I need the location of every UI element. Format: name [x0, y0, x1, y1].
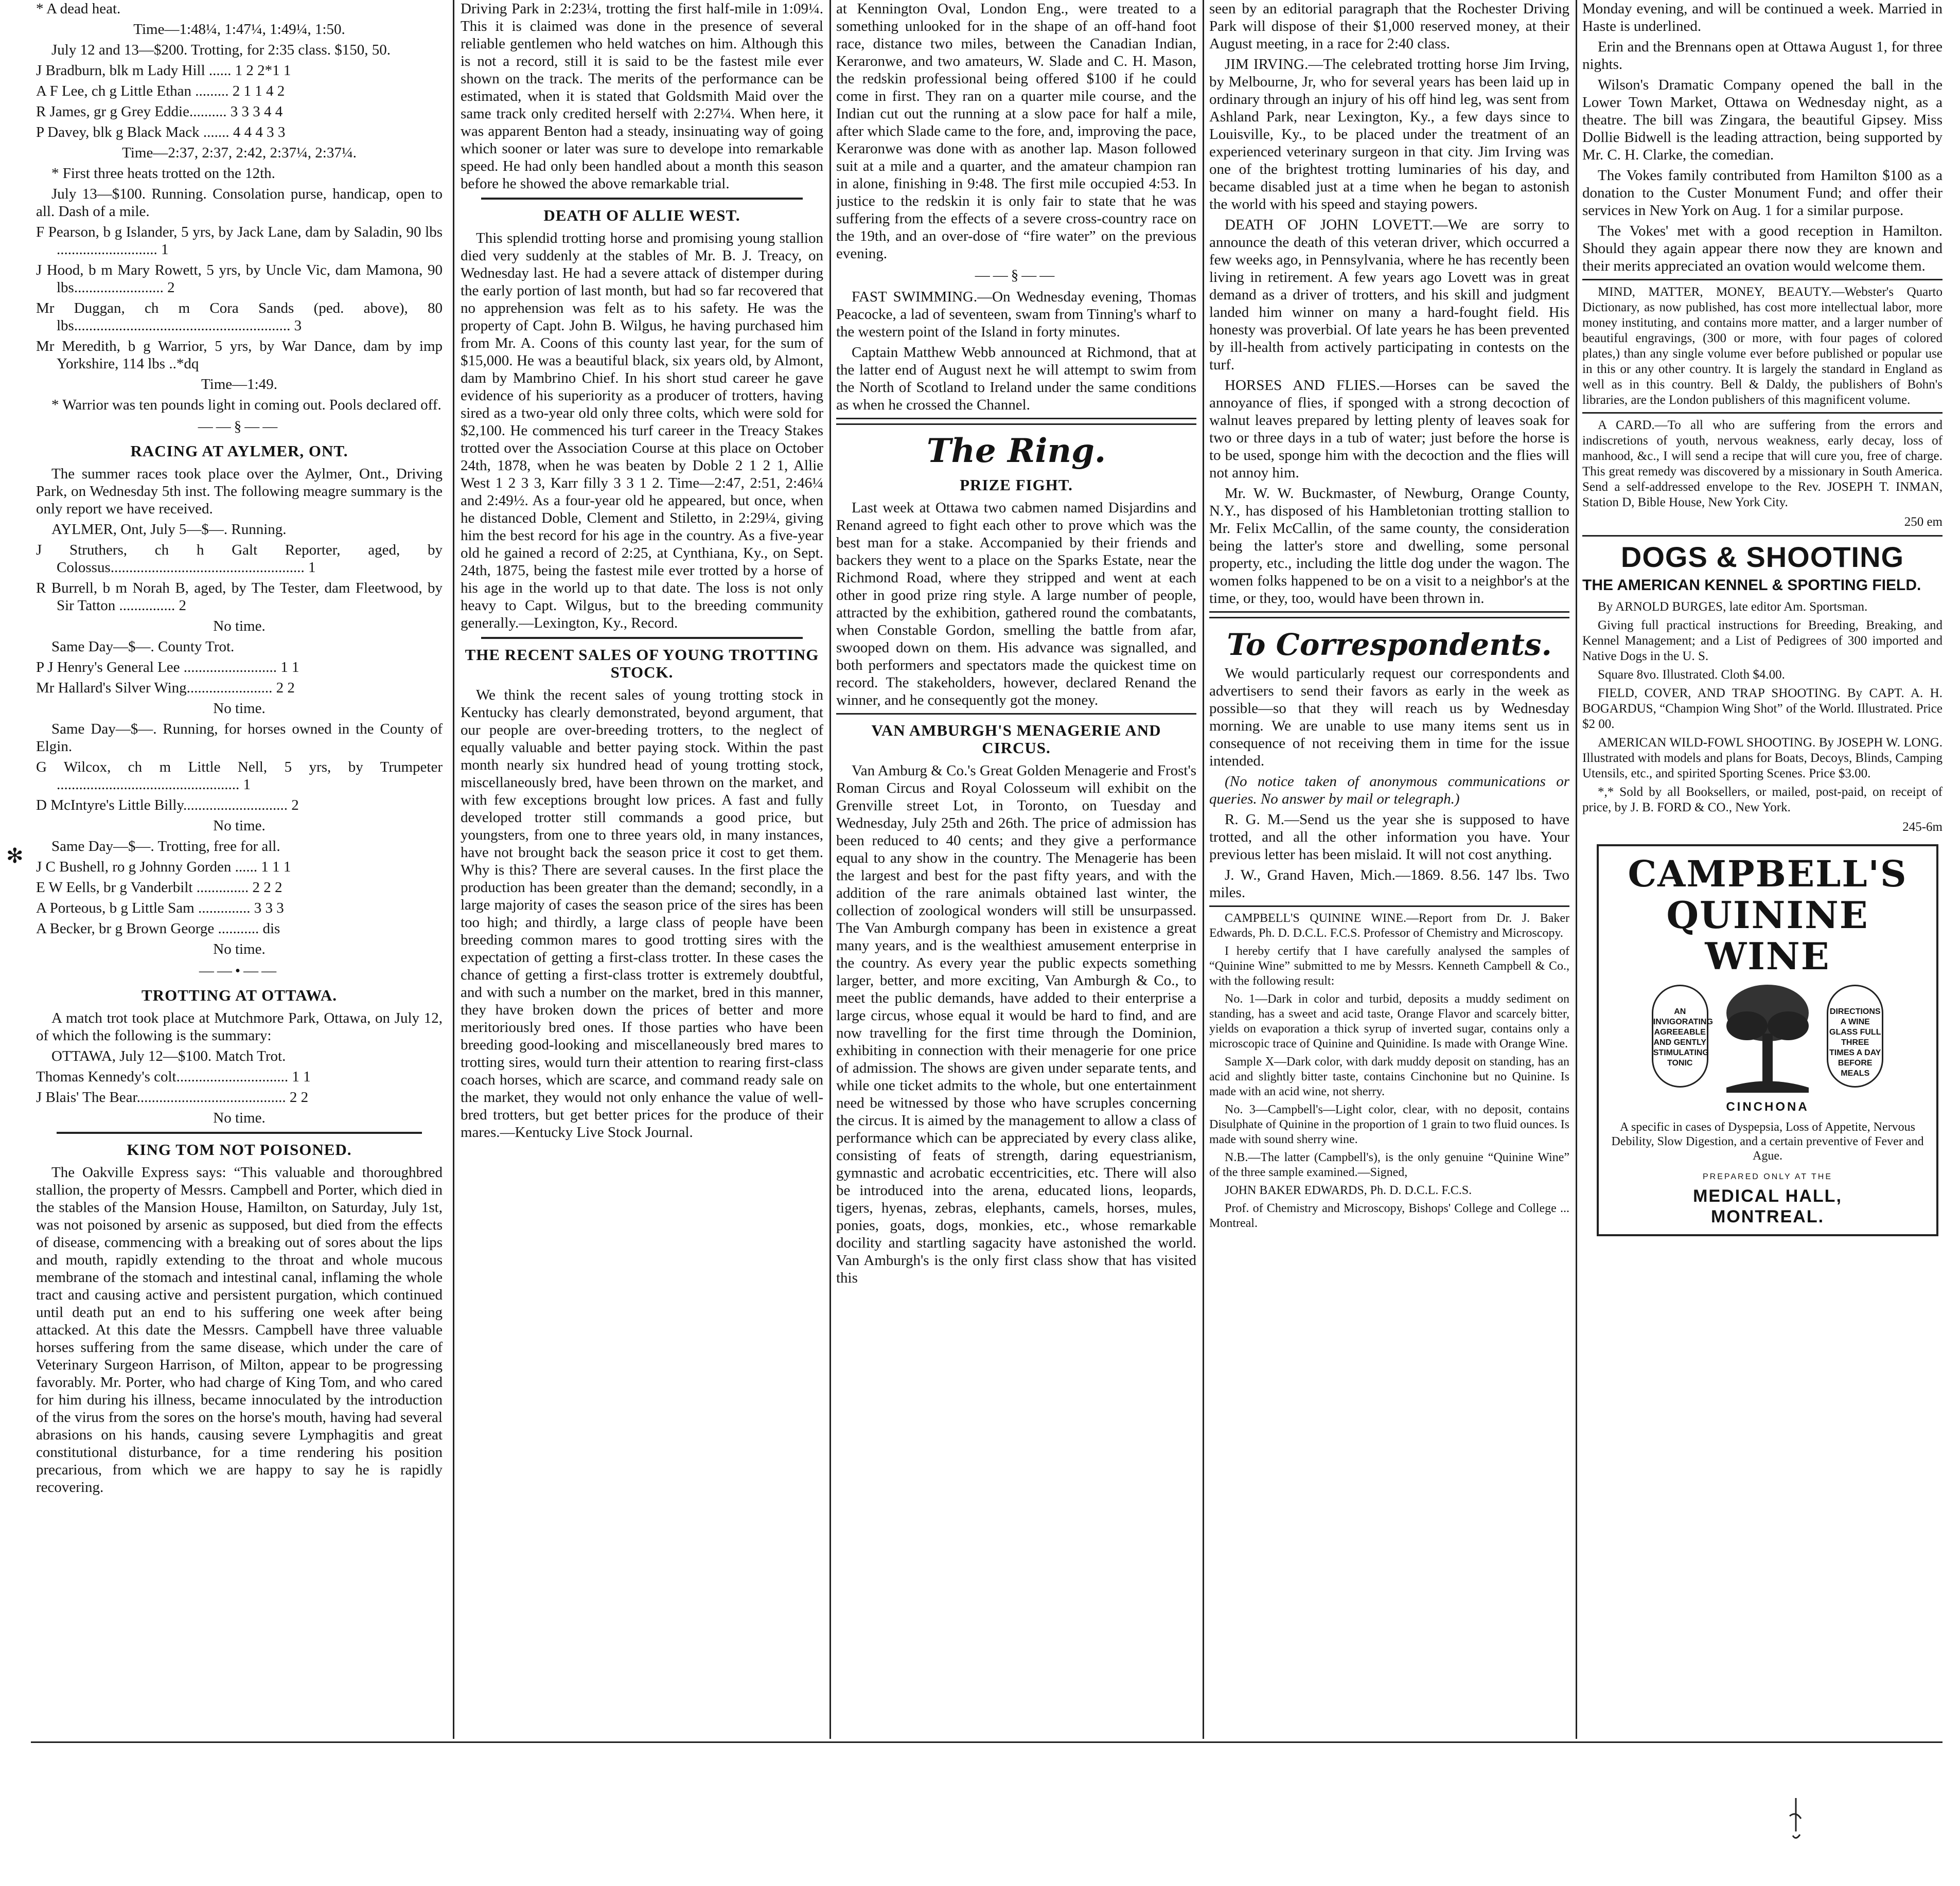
vokes-text-1: The Vokes family contributed from Hamilton $100 as a donation to the Custer Monument Fund; and offer their services in New York on Aug. 1 for a similar purpose. — [1582, 167, 1943, 219]
buckmaster-text: Mr. W. W. Buckmaster, of Newburg, Orange County, N.Y., has disposed of his Hambletonian trotting stallion to Mr. Felix McCallin, of the same county, the consideration being the latter's store and dwelling, some personal property, etc., including the little dog under the wagon. The women folks happened to be on a visit to a neighbor's at the time, or they, too, would have been thrown in. — [1209, 485, 1569, 607]
john-lovett-text: DEATH OF JOHN LOVETT.—We are sorry to announce the death of this veteran driver, which occurred a few weeks ago, in Pennsylvania, where he has recently been living in retirement. A few years ago Lovett was in great demand as a driver of trotters, and his skill and judgment landed him winner on many a hard-fought field. His honesty was proverbial. Of late years he has been prevented by ill-health from actively participating in contests on the turf. — [1209, 217, 1569, 373]
field-shooting-ad: FIELD, COVER, AND TRAP SHOOTING. By CAPT. A. H. BOGARDUS, “Champion Wing Shot” of the World. Illustrated. Price $2 00. — [1582, 686, 1943, 731]
the-ring-title: The Ring. — [926, 432, 1106, 470]
benton-text: Driving Park in 2:23¼, trotting the first half-mile in 1:09¼. This it is claimed was done in the presence of several reliable gentlemen who held watches on him. Although this is not a record, still it is said to be the fastest mile ever shown on the track. The merits of the performance can be estimated, when it is stated that Goldsmith Maid over the same track only credited herself with 2:27¼. When here, it was apparent Benton had a steady, insinuating way of going which sooner or later was sure to develope into remarkable speed. He had only been handled about a month this season before he showed the above remarkable trial. — [461, 1, 823, 192]
cinchona-tree-icon — [1716, 977, 1819, 1095]
jw-reply: J. W., Grand Haven, Mich.—1869. 8.56. 147 lbs. Two miles. — [1209, 867, 1569, 901]
column-2 — [461, 0, 823, 1739]
entry: J Blais' The Bear........................................ 2 2 — [36, 1089, 309, 1106]
allie-west-heading: DEATH OF ALLIE WEST. — [543, 206, 740, 224]
ad-city: MONTREAL. — [1710, 1207, 1825, 1226]
aylmer-date: AYLMER, Ont, July 5—$—. Running. — [51, 521, 287, 538]
right-medallion: DIRECTIONS A WINE GLASS FULL THREE TIMES A DAY BEFORE MEALS — [1827, 985, 1883, 1088]
column-5 — [1582, 0, 1943, 1739]
section-divider: ——§—— — [975, 267, 1058, 283]
rochester-text: seen by an editorial paragraph that the Rochester Driving Park will dispose of their $1,000 reserved money, at their August meeting, in a race for 2:40 class. — [1209, 1, 1569, 52]
section-rule — [57, 1132, 422, 1134]
webb-text: Captain Matthew Webb announced at Richmond, that at the latter end of August next he will attempt to swim from the North of Scotland to Ireland under the same conditions as when he crossed the Channel. — [836, 344, 1196, 413]
entry: P J Henry's General Lee ......................... 1 1 — [36, 659, 299, 675]
sample-x: Sample X—Dark color, with dark muddy deposit on standing, has an acid and slightly bitter taste, contains Cinchonine but no Quinine. Is made with an acid wine, not sherry. — [1209, 1055, 1569, 1098]
ad-illustration — [1605, 977, 1930, 1095]
entry: A Becker, br g Brown George ........... dis — [36, 920, 280, 937]
department-rule — [836, 423, 1196, 425]
column-3 — [836, 0, 1196, 1739]
entry: Thomas Kennedy's colt.............................. 1 1 — [36, 1069, 311, 1085]
heats-note: * First three heats trotted on the 12th. — [51, 165, 275, 182]
entry: J Hood, b m Mary Rowett, 5 yrs, by Uncle Vic, dam Mamona, 90 lbs........................ 2 — [36, 262, 443, 296]
king-tom-text: The Oakville Express says: “This valuable and thoroughbred stallion, the property of Messrs. Campbell and Porter, which died in the stables of the Mansion House, Hamilton, on Saturday, July 1st, was not poisoned by arsenic as supposed, but died from the effects of disease, commencing with a breaking out of sores about the lips and mouth, rapidly extending to the throat and whole mucous membrane of the stomach and intestinal canal, inflaming the whole tract and causing active and persistent purgation, which continued until death put an end to his suffering one week after being attacked. At this date the Messrs. Campbell have three valuable horses suffering from the same disease, which under the care of Veterinary Surgeon Harrison, of Milton, appear to be progressing favorably. Mr. Porter, who had charge of King Tom, and who cared for him during his illness, became innoculated by the introduction of the virus from the sores on the horse's mouth, having had several abrasions on his hands, causing severe Lymphagitis and great constitutional disturbance, for a time rendering his position precarious, from which we are happy to say he is rapidly recovering. — [36, 1164, 443, 1496]
entry: R James, gr g Grey Eddie.......... 3 3 3 4 4 — [36, 103, 283, 120]
certify-text: I hereby certify that I have carefully analysed the samples of “Quinine Wine” submitted to me by Messrs. Kenneth Campbell & Co., with the following result: — [1209, 945, 1569, 988]
ad-product-name: QUININE WINE — [1666, 893, 1869, 978]
ad-prepared-label: PREPARED ONLY AT THE — [1702, 1172, 1833, 1181]
column-rule — [453, 0, 454, 1739]
nb-text: N.B.—The latter (Campbell's), is the only genuine “Quinine Wine” of the three sample examined.—Signed, — [1209, 1151, 1569, 1179]
entry: Mr Meredith, b g Warrior, 5 yrs, by War Dance, dam by imp Yorkshire, 114 lbs ..*dq — [36, 338, 443, 372]
race-july-12: July 12 and 13—$200. Trotting, for 2:35 class. $150, 50. — [51, 42, 391, 58]
bottom-rule — [31, 1741, 1943, 1743]
signature-title: Prof. of Chemistry and Microscopy, Bishops' College and College ... Montreal. — [1209, 1202, 1569, 1230]
webster-ad: MIND, MATTER, MONEY, BEAUTY.—Webster's Quarto Dictionary, as now published, has cost more intellectual labor, more money instituting, and contains more matter, and a larger number of beautiful engravings, (300 or more, with four pages of colored plates,) than any single volume ever before published or popular use in this or any other country. It is largely the standard in England as well as in this country. Bell & Daldy, the publishers of Bohn's libraries, are the London publishers of this magnificent volume. — [1582, 285, 1943, 407]
fast-swimming-text: FAST SWIMMING.—On Wednesday evening, Thomas Peacocke, a lad of seventeen, swam from Tinning's wharf to the western point of the Island in forty minutes. — [836, 289, 1196, 340]
horses-flies-text: HORSES AND FLIES.—Horses can be saved the annoyance of flies, if sponged with a strong decoction of walnut leaves prepared by letting plenty of leaves soak for two or three days in a tub of water; just before the horse is to be used, sponge him with the decoction and the flies will not annoy him. — [1209, 377, 1569, 481]
no-time: No time. — [213, 618, 266, 634]
card-ad: A CARD.—To all who are suffering from the errors and indiscretions of youth, nervous weakness, early decay, loss of manhood, &c., I will send a recipe that will cure you, free of charge. This great remedy was discovered by a missionary in South America. Send a self-addressed envelope to the Rev. JOSEPH T. INMAN, Station D, Bible House, New York City. — [1582, 418, 1943, 509]
entry: Mr Hallard's Silver Wing....................... 2 2 — [36, 680, 295, 696]
department-rule — [836, 418, 1196, 419]
dogs-author: By ARNOLD BURGES, late editor Am. Sportsman. — [1598, 600, 1868, 614]
margin-smudge-icon: ✻ — [6, 844, 24, 867]
no-notice-text: (No notice taken of anonymous communications or queries. No answer by mail or telegraph.) — [1209, 773, 1569, 807]
section-rule — [1209, 905, 1569, 907]
column-4 — [1209, 0, 1569, 1739]
column-rule — [1576, 0, 1577, 1739]
dogs-price: Square 8vo. Illustrated. Cloth $4.00. — [1598, 668, 1785, 682]
allie-west-text: This splendid trotting horse and promising young stallion died very suddenly at the stables of Mr. B. J. Treacy, on Wednesday last. He had a severe attack of distemper during the early portion of last month, but had so far recovered that no apprehension was felt as to his safety. He was the property of Capt. John B. Wilgus, he having purchased him from Mr. A. Coons of this county last year, for the sum of $15,000. He was a beautiful black, six years old, by Almont, dam by Mambrino Chief. In his short stud career he gave evidence of his superiority as a producer of trotters, having sired as a two-year old only three colts, which were sold for $2,100. He commenced his turf career in the Treacy Stakes trotted over the Association Course at this place on October 24th, 1878, when he was beaten by Doble 2 1 2 1, Allie West 1 2 3 3, Karr filly 3 3 1 2. Time—2:47, 2:51, 2:46¼ and 2:49½. As a four-year old he appeared, but once, when he distanced Doble, Clement and Stiletto, in 2:29¼, giving him the best record for his age in the country. As a five-year old he gained a record of 2:25, at Cynthiana, Ky., on Sept. 24th, 1875, being the fastest mile ever trotted by a horse of his age in the world up to that date. The loss is not only heavy to Capt. Wilgus, but to the breeding community generally.—Lexington, Ky., Record. — [461, 230, 823, 631]
entry: J C Bushell, ro g Johnny Gorden ...... 1 1 1 — [36, 859, 291, 875]
section-rule — [481, 637, 803, 639]
card-ad-code: 250 em — [1904, 515, 1943, 529]
campbells-quinine-wine-ad — [1597, 844, 1938, 1236]
correspondents-title: To Correspondents. — [1227, 627, 1552, 662]
section-rule — [836, 713, 1196, 715]
booksellers-note: *,* Sold by all Booksellers, or mailed, post-paid, on receipt of price, by J. B. FORD & CO., New York. — [1582, 785, 1943, 814]
jim-irving-text: JIM IRVING.—The celebrated trotting horse Jim Irving, by Melbourne, Jr, who for several years has been laid up in ordinary through an injury of his off hind leg, was sent from Ashland Park, near Lexington, Ky., a few days since to Louisville, Ky., to be placed under the treatment of an experienced veterinary surgeon in that city. Jim Irving was one of the brightest trotting luminaries of his day, and became disabled just at a time when he began to astonish the world with his speed and staying powers. — [1209, 56, 1569, 212]
section-rule — [1582, 412, 1943, 414]
aylmer-intro: The summer races took place over the Aylmer, Ont., Driving Park, on Wednesday 5th inst. The following meagre summary is the only report we have received. — [36, 466, 443, 517]
entry: G Wilcox, ch m Little Nell, 5 yrs, by Trumpeter ................................................. 1 — [36, 759, 443, 793]
department-rule — [1209, 611, 1569, 613]
recent-sales-text: We think the recent sales of young trotting stock in Kentucky has clearly demonstrated, beyond argument, that our people are over-breeding trotters, to the neglect of equally valuable and better paying stock. Within the past month nearly six hundred head of young trotting stock, miscellaneously bred, have been thrown on the market, and with few exceptions brought low prices. A fast and fully developed trotter still commands a good price, but youngsters, from one to three years old, in many instances, have not brought back the season price it cost to get them. Why is this? There are several causes. In the first place the production has been greater than the demand; secondly, in a large majority of cases the season price of the sires has been too high; and thirdly, a large class of people have been breeding common mares to good trotting sires with the expectation of getting a first-class trotter. In these cases the chance of getting a first-class trotter is extremely doubtful, and with such a number on the market, bred in this manner, they have broken down the prices of better and more meritoriously bred ones. If those parties who have been breeding good-looking and miscellaneously bred mares to trotting sires, would turn their attention to rearing first-class coach horses, which are scarce, and command ready sale on the market, they would not only enhance the value of well-bred trotters, but get better prices for the produce of their mares.—Kentucky Live Stock Journal. — [461, 687, 823, 1141]
van-amburgh-heading: VAN AMBURGH'S MENAGERIE AND CIRCUS. — [871, 721, 1161, 757]
same-day-running: Same Day—$—. Running, for horses owned in the County of Elgin. — [36, 721, 443, 755]
wilson-text: Wilson's Dramatic Company opened the ball in the Lower Town Market, Ottawa on Wednesday night, as a theatre. The bill was Zingara, the beautiful Gipsey. Miss Dollie Bidwell is the leading attraction, being supported by Mr. C. H. Clarke, the comedian. — [1582, 77, 1943, 163]
entry: A F Lee, ch g Little Ethan ......... 2 1 1 4 2 — [36, 83, 285, 99]
column-rule — [1203, 0, 1204, 1739]
erin-text: Erin and the Brennans open at Ottawa August 1, for three nights. — [1582, 39, 1943, 73]
dogs-shooting-subtitle: THE AMERICAN KENNEL & SPORTING FIELD. — [1582, 577, 1921, 594]
entry: F Pearson, b g Islander, 5 yrs, by Jack Lane, dam by Saladin, 90 lbs ........................... 1 — [36, 224, 443, 258]
time-line-2: Time—2:37, 2:37, 2:42, 2:37¼, 2:37¼. — [122, 145, 357, 161]
booksellers-code: 245-6m — [1902, 820, 1943, 834]
prize-fight-heading: PRIZE FIGHT. — [960, 476, 1073, 494]
wild-fowl-ad: AMERICAN WILD-FOWL SHOOTING. By JOSEPH W. LONG. Illustrated with models and plans for Boats, Decoys, Blinds, Camping Utensils, etc., and spirited Sporting Scenes. Price $3.00. — [1582, 736, 1943, 780]
recent-sales-heading: THE RECENT SALES OF YOUNG TROTTING STOCK. — [465, 646, 819, 681]
entry: Mr Duggan, ch m Cora Sands (ped. above), 80 lbs.......................................................... 3 — [36, 300, 443, 334]
section-divider: ——•—— — [199, 963, 280, 979]
king-tom-heading: KING TOM NOT POISONED. — [127, 1141, 352, 1159]
warrior-note: * Warrior was ten pounds light in coming out. Pools declared off. — [51, 397, 442, 413]
prize-fight-text: Last week at Ottawa two cabmen named Disjardins and Renand agreed to fight each other to prove which was the best man for a stake. Accompanied by their friends and backers they went to a place on the Sparks Estate, near the Richmond Road, where they stripped and went at each other in good prize ring style. A large number of people, attracted by the exhibition, gathered round the combatants, when Constable Gordon, smelling the battle from afar, swooped down on them. His advance was signalled, and both performers and spectators made the quickest time on record. The stakeholders, however, declared Renand the winner, and he consequently got the money. — [836, 500, 1196, 708]
ad-description: A specific in cases of Dyspepsia, Loss of Appetite, Nervous Debility, Slow Digestion, and a certain preventive of Fever and Ague. — [1611, 1120, 1924, 1163]
signature-name: JOHN BAKER EDWARDS, Ph. D. D.C.L. F.C.S. — [1225, 1184, 1472, 1197]
column-1 — [36, 0, 443, 1739]
no-time: No time. — [213, 1110, 266, 1126]
column-rule — [829, 0, 831, 1739]
sample-3: No. 3—Campbell's—Light color, clear, with no deposit, contains Disulphate of Quinine in the proportion of 1 grain to two fluid ounces. Is made with sound sherry wine. — [1209, 1103, 1569, 1146]
ottawa-heading: TROTTING AT OTTAWA. — [142, 986, 337, 1004]
same-day-county-trot: Same Day—$—. County Trot. — [51, 638, 235, 655]
section-rule — [1582, 535, 1943, 537]
entry: J Bradburn, blk m Lady Hill ...... 1 2 2*1 1 — [36, 62, 291, 79]
entry: R Burrell, b m Norah B, aged, by The Tester, dam Fleetwood, by Sir Tatton ............... 2 — [36, 580, 443, 614]
same-day-trotting: Same Day—$—. Trotting, free for all. — [51, 838, 280, 855]
dogs-shooting-title: DOGS & SHOOTING — [1620, 541, 1904, 573]
dogs-description: Giving full practical instructions for Breeding, Breaking, and Kennel Management; and a List of Pedigrees of 300 imported and Native Dogs in the U. S. — [1582, 618, 1943, 663]
section-divider: ——§—— — [198, 418, 281, 435]
correspondents-text: We would particularly request our correspondents and advertisers to send their favors as early in the week as possible—so that they will reach us by Wednesday morning. We are unable to use many items sent us in consequence of not receiving them in time for the issue intended. — [1209, 665, 1569, 769]
entry: P Davey, blk g Black Mack ....... 4 4 4 3 3 — [36, 124, 286, 140]
foot-race-text: at Kennington Oval, London Eng., were treated to a something unlooked for in the shape of an off-hand foot race, distance two miles, between the Canadian Indian, Keraronwe, and two amateurs, W. Slade and C. H. Mason, the redskin professional being offered $100 if he could come in first. They ran on a quarter mile course, and the Indian cut out the running at a slow pace for half a mile, after which Slade came to the fore, and, improving the pace, Keraronwe was done with as another lap. Mason followed suit at a mile and a quarter, and the amateur champion ran in alone, finishing in 9:48. The first mile occupied 4:53. In justice to the redskin it is only fair to state that he was suffering from the effects of a severe cross-country race on the 19th, and an over-dose of “fire water” on the previous evening. — [836, 1, 1196, 262]
race-july-13: July 13—$100. Running. Consolation purse, handicap, open to all. Dash of a mile. — [36, 186, 443, 220]
theatre-text: Monday evening, and will be continued a week. Married in Haste is underlined. — [1582, 1, 1943, 34]
campbell-report-head: CAMPBELL'S QUININE WINE.—Report from Dr. J. Baker Edwards, Ph. D. D.C.L. F.C.S. Professor of Chemistry and Microscopy. — [1209, 912, 1569, 940]
sample-1: No. 1—Dark in color and turbid, deposits a muddy sediment on standing, has a sweet and acid taste, Orange Flavor and scarcely bitter, yields on evaporation a thick syrup of inverted sugar, contains only a microscopic trace of Quinine and Quinidine. Is made with Orange Wine. — [1209, 992, 1569, 1051]
van-amburgh-text: Van Amburg & Co.'s Great Golden Menagerie and Frost's Roman Circus and Royal Colosseum will exhibit on the Grenville street Lot, in Toronto, on Tuesday and Wednesday, July 25th and 26th. The price of admission has been reduced to 40 cents; and they give a performance equal to any show in the country. The Menagerie has been the largest and best for the past fifty years, and with the addition of the rare animals obtained last winter, the collection of zoological wonders will still be unsurpassed. The Van Amburgh company has been in existence a great many years, and is the wealthiest amusement enterprise in the country. As every year the public expects something larger, better, and more exciting, Van Amburgh & Co., to meet the public demands, have added to their enterprise a large circus, whose equal it would be hard to find, and are now travelling for the first time through the Dominion, exhibiting in connection with their menagerie for one price of admission. The shows are given under separate tents, and while one ticket admits to the whole, but one entertainment need be witnessed by those who have scruples concerning the circus. It is aimed by the management to allow a class of performance which can be appreciated by every class alike, consisting of feats of strength, daring equestrianism, gymnastic and acrobatic eccentricities, etc. There will also be introduced into the arena, educated lions, leopards, tigers, hyenas, zebras, elephants, camels, horses, mules, ponies, goats, dogs, monkies, etc., whose remarkable docility and startling sagacity have astonished the world. Van Amburgh's is the only first class show that has visited this — [836, 762, 1196, 1286]
time-line-1: Time—1:48¼, 1:47¼, 1:49¼, 1:50. — [133, 21, 345, 38]
left-medallion: AN INVIGORATING AGREEABLE AND GENTLY STIMULATING TONIC — [1652, 985, 1708, 1088]
no-time: No time. — [213, 941, 266, 957]
no-time: No time. — [213, 817, 266, 834]
aylmer-heading: RACING AT AYLMER, ONT. — [130, 442, 348, 460]
ottawa-date: OTTAWA, July 12—$100. Match Trot. — [51, 1048, 286, 1064]
entry: E W Eells, br g Vanderbilt .............. 2 2 2 — [36, 879, 282, 896]
entry: A Porteous, b g Little Sam .............. 3 3 3 — [36, 900, 284, 916]
entry: J Struthers, ch h Galt Reporter, aged, by Colossus.................................................... 1 — [36, 542, 443, 576]
rgm-reply: R. G. M.—Send us the year she is supposed to have trotted, and all the other information you have. Your previous letter has been mislaid. It will not cost anything. — [1209, 811, 1569, 863]
ad-medical-hall: MEDICAL HALL, — [1693, 1186, 1842, 1206]
ad-cinchona-label: CINCHONA — [1726, 1100, 1809, 1114]
dead-heat-note: * A dead heat. — [36, 1, 121, 17]
handwritten-mark-icon — [1786, 1795, 1806, 1842]
department-rule — [1209, 617, 1569, 618]
time-line-3: Time—1:49. — [201, 376, 277, 393]
ottawa-text: A match trot took place at Mutchmore Park, Ottawa, on July 12, of which the following is the summary: — [36, 1010, 443, 1044]
no-time: No time. — [213, 700, 266, 717]
section-rule — [481, 198, 803, 200]
vokes-text-2: The Vokes' met with a good reception in Hamilton. Should they again appear there now they are known and their merits appreciated an ovation would welcome them. — [1582, 223, 1943, 274]
section-rule — [1582, 279, 1943, 280]
entry: D McIntyre's Little Billy............................ 2 — [36, 797, 299, 813]
ad-brand-name: CAMPBELL'S — [1628, 852, 1908, 895]
